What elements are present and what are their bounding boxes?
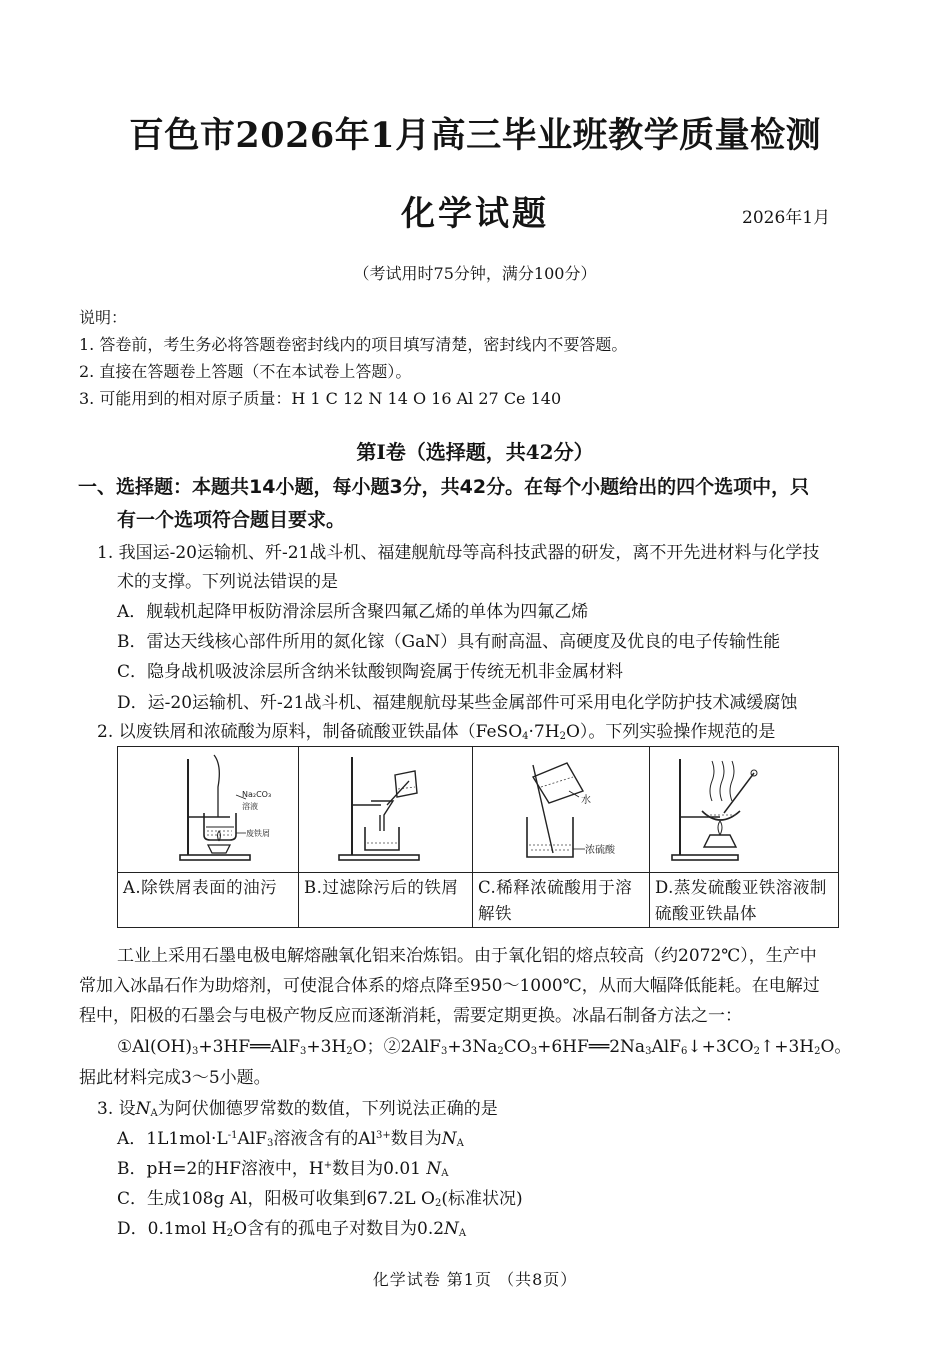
q2-apparatus-table — [117, 746, 839, 928]
q2-stem: 2. 以废铁屑和浓硫酸为原料，制备硫酸亚铁晶体$(FeSO_4\cdot 7H_2O)$。下列实验操作规范的是 — [97, 722, 776, 742]
page-title: 百色市2026年1月高三毕业班教学质量检测 — [128, 115, 822, 156]
note-item-2: 2. 直接在答题卷上答题（不在本试卷上答题）。 — [79, 362, 412, 381]
apparatus-a-drawing — [118, 747, 298, 871]
q2-cell-d — [650, 747, 838, 927]
apparatus-c-drawing — [473, 747, 649, 871]
notes-heading: 说明： — [79, 308, 128, 327]
note-item-3: 3. 可能用到的相对原子质量：H 1 C 12 N 14 O 16 Al 27 Ce 140 — [79, 389, 562, 408]
q3-option-b: B．pH=2的HF溶液中，H+数目为0.01 $N_A$ — [117, 1159, 449, 1179]
material-equations: $①Al(OH)_3+3HF══AlF_3+3H_2O$；$②2AlF_3+3Na_2CO_3+6HF══2Na_3AlF_6↓+3CO_2↑+3H_2O$。 — [117, 1037, 852, 1057]
material-line2: 常加入冰晶石作为助熔剂，可使混合体系的熔点降至950～1000℃，从而大幅降低能耗。在电解过 — [79, 976, 820, 996]
apparatus-b-figure — [299, 747, 472, 873]
q1-stem-line1: 1. 我国运-20运输机、歼-21战斗机、福建舰航母等高科技武器的研发，离不开先进材料与化学技 — [97, 543, 820, 563]
apparatus-d-figure — [650, 747, 838, 873]
material-line3: 程中，阳极的石墨会与电极产物反应而逐渐消耗，需要定期更换。冰晶石制备方法之一： — [79, 1006, 742, 1026]
q1-option-b: B．雷达天线核心部件所用的氮化镓（GaN）具有耐高温、高硬度及优良的电子传输性能 — [117, 632, 781, 652]
q3-option-c: C．生成108g Al，阳极可收集到67.2L $O_2$(标准状况) — [117, 1189, 523, 1209]
q2-cell-a — [118, 747, 299, 927]
material-line5: 据此材料完成3～5小题。 — [79, 1068, 271, 1088]
apparatus-b-drawing — [299, 747, 471, 871]
q2-caption-c: C.稀释浓硫酸用于溶解铁 — [478, 878, 633, 923]
label-conc-sulfuric-acid: 浓硫酸 — [585, 845, 615, 856]
q3-option-a: A．$1L1mol\cdot L^{-1}AlF_3$溶液含有的$Al^{3+}$数目为$N_A$ — [117, 1129, 464, 1149]
note-item-1: 1. 答卷前，考生务必将答题卷密封线内的项目填写清楚，密封线内不要答题。 — [79, 335, 628, 354]
label-water: 水 — [581, 795, 591, 806]
exam-date: 2026年1月 — [742, 208, 831, 228]
label-scrap-iron: 废铁屑 — [246, 829, 270, 838]
q2-caption-d: D.蒸发硫酸亚铁溶液制硫酸亚铁晶体 — [655, 878, 827, 923]
q2-cell-b — [299, 747, 473, 927]
apparatus-c-figure — [473, 747, 649, 873]
section-title: 第Ⅰ卷（选择题，共42分） — [356, 440, 594, 464]
q3-option-d: D．0.1mol $H_2O$含有的孤电子对数目为$0.2N_A$ — [117, 1219, 467, 1239]
part-heading-line2: 有一个选项符合题目要求。 — [117, 509, 346, 531]
q2-caption-b: B.过滤除污后的铁屑 — [304, 878, 459, 897]
q1-option-a: A．舰载机起降甲板防滑涂层所含聚四氟乙烯的单体为四氟乙烯 — [117, 602, 589, 622]
page-subtitle: 化学试题 — [401, 194, 549, 234]
page-footer: 化学试卷 第1页 （共8页） — [372, 1270, 578, 1289]
q2-caption-a: A.除铁屑表面的油污 — [123, 878, 278, 897]
q1-option-d: D．运-20运输机、歼-21战斗机、福建舰航母某些金属部件可采用电化学防护技术减缓腐蚀 — [117, 693, 798, 713]
label-na2co3: Na₂CO₃ — [242, 790, 272, 799]
apparatus-d-drawing — [650, 747, 836, 871]
exam-info: （考试用时75分钟，满分100分） — [353, 264, 597, 283]
part-heading-line1: 一、选择题：本题共14小题，每小题3分，共42分。在每个小题给出的四个选项中，只 — [78, 476, 810, 498]
label-solution: 溶液 — [242, 802, 258, 811]
apparatus-a-figure — [118, 747, 298, 873]
q3-stem: 3. 设$N_A$为阿伏伽德罗常数的数值，下列说法正确的是 — [97, 1099, 498, 1119]
q2-cell-c — [473, 747, 650, 927]
q1-option-c: C．隐身战机吸波涂层所含纳米钛酸钡陶瓷属于传统无机非金属材料 — [117, 662, 624, 682]
q1-stem-line2: 术的支撑。下列说法错误的是 — [117, 572, 338, 592]
material-line1: 工业上采用石墨电极电解熔融氧化铝来冶炼铝。由于氧化铝的熔点较高（约2072℃），生产中 — [117, 946, 817, 966]
